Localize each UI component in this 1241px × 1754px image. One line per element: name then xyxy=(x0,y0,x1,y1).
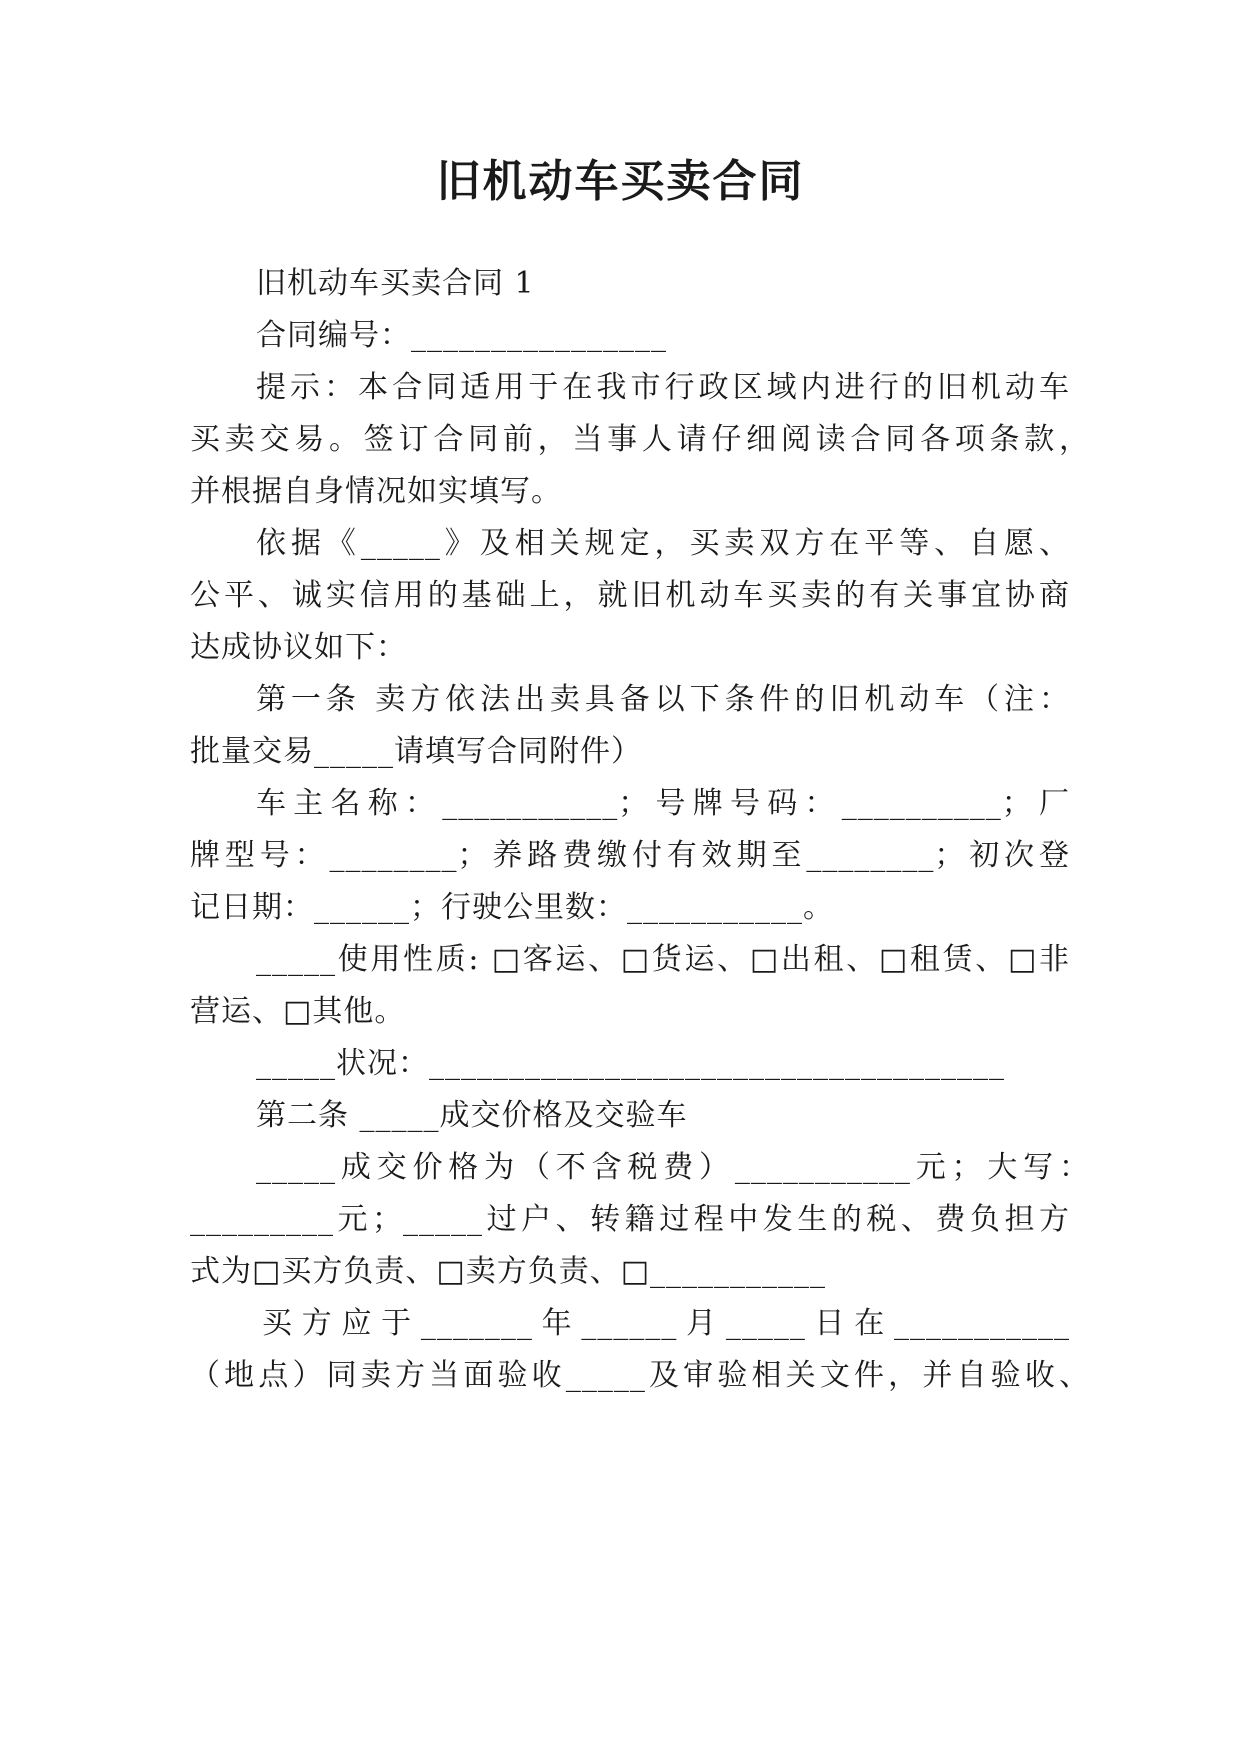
inspection-line-2: （地点）同卖方当面验收_____及审验相关文件，并自验收、 xyxy=(190,1358,1090,1393)
price-line-3: 式为□买方负责、□卖方负责、□___________ xyxy=(190,1254,827,1289)
vehicle-info-line-3: 记日期：______；行驶公里数：___________。 xyxy=(190,890,834,925)
notice-line-3: 并根据自身情况如实填写。 xyxy=(190,474,562,509)
document-title: 旧机动车买卖合同 xyxy=(436,156,805,207)
notice-line-1: 提示：本合同适用于在我市行政区域内进行的旧机动车 xyxy=(256,370,1070,405)
vehicle-info-line-1: 车主名称：___________；号牌号码：__________；厂 xyxy=(256,786,1070,821)
usage-line-1: _____使用性质: □客运、□货运、□出租、□租赁、□非 xyxy=(256,942,1070,977)
vehicle-info-line-2: 牌型号：________；养路费缴付有效期至________；初次登 xyxy=(190,838,1070,873)
basis-line-1: 依据《_____》及相关规定，买卖双方在平等、自愿、 xyxy=(256,526,1070,561)
article-1-line-1: 第一条 卖方依法出卖具备以下条件的旧机动车（注： xyxy=(256,682,1070,717)
article-2-heading: 第二条 _____成交价格及交验车 xyxy=(256,1098,688,1133)
contract-number-line: 合同编号：________________ xyxy=(256,318,667,353)
article-1-line-2: 批量交易_____请填写合同附件） xyxy=(190,734,642,769)
inspection-line-1: 买方应于_______年______月_____日在___________ xyxy=(262,1306,1070,1341)
condition-line: _____状况：____________________________________ xyxy=(256,1046,1005,1081)
price-line-2: _________元；_____过户、转籍过程中发生的税、费负担方 xyxy=(190,1202,1070,1237)
price-line-1: _____成交价格为（不含税费）___________元；大写： xyxy=(256,1150,1090,1185)
contract-subtitle: 旧机动车买卖合同 1 xyxy=(256,266,535,301)
notice-line-2: 买卖交易。签订合同前，当事人请仔细阅读合同各项条款， xyxy=(190,422,1090,457)
usage-line-2: 营运、□其他。 xyxy=(190,994,406,1029)
basis-line-3: 达成协议如下： xyxy=(190,630,407,665)
basis-line-2: 公平、诚实信用的基础上，就旧机动车买卖的有关事宜协商 xyxy=(190,578,1070,613)
